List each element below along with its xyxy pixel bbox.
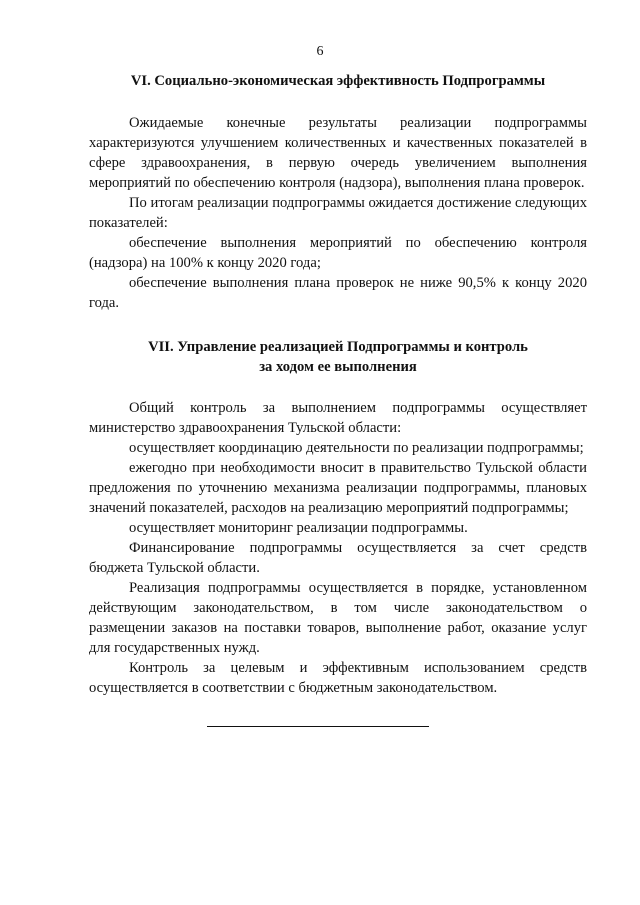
section-7-paragraph: Контроль за целевым и эффективным использованием средств осуществляется в соответствии с бюджетным законодательством.	[89, 660, 587, 696]
section-7-title-line-1: VII. Управление реализацией Подпрограммы и контроль	[148, 339, 528, 355]
section-7-paragraph: осуществляет координацию деятельности по реализации подпрограммы;	[129, 440, 584, 456]
page-number: 6	[316, 44, 324, 59]
section-7-paragraph: Общий контроль за выполнением подпрограммы осуществляет министерство здравоохранения Тульской области:	[89, 400, 587, 436]
section-6-paragraph: обеспечение выполнения плана проверок не ниже 90,5% к концу 2020 года.	[89, 275, 587, 311]
section-7-paragraph: Реализация подпрограммы осуществляется в порядке, установленном действующим законодательством, в том числе законодательством о размещении заказов на поставки товаров, выполнение работ, оказание услуг для государственных нужд.	[89, 580, 587, 656]
section-7-paragraph: ежегодно при необходимости вносит в правительство Тульской области предложения по уточнению механизма реализации подпрограммы, плановых значений показателей, расходов на реализацию мероприятий подпрограммы;	[89, 460, 587, 516]
section-7-title-line-2: за ходом ее выполнения	[259, 359, 417, 375]
section-6-paragraph: Ожидаемые конечные результаты реализации подпрограммы характеризуются улучшением количественных и качественных показателей в сфере здравоохранения, в первую очередь увеличением выполнения мероприятий по обеспечению контроля (надзора), выполнения плана проверок.	[89, 115, 587, 191]
section-6-title: VI. Социально-экономическая эффективность Подпрограммы	[130, 73, 546, 89]
section-7-title	[89, 337, 587, 377]
document-body	[89, 71, 587, 698]
end-separator-line	[207, 726, 429, 727]
section-7-paragraph: осуществляет мониторинг реализации подпрограммы.	[129, 520, 468, 536]
section-6-paragraph: По итогам реализации подпрограммы ожидается достижение следующих показателей:	[89, 195, 587, 231]
section-7-paragraph: Финансирование подпрограммы осуществляется за счет средств бюджета Тульской области.	[89, 540, 587, 576]
section-6-paragraph: обеспечение выполнения мероприятий по обеспечению контроля (надзора) на 100% к концу 2020 года;	[89, 235, 587, 271]
